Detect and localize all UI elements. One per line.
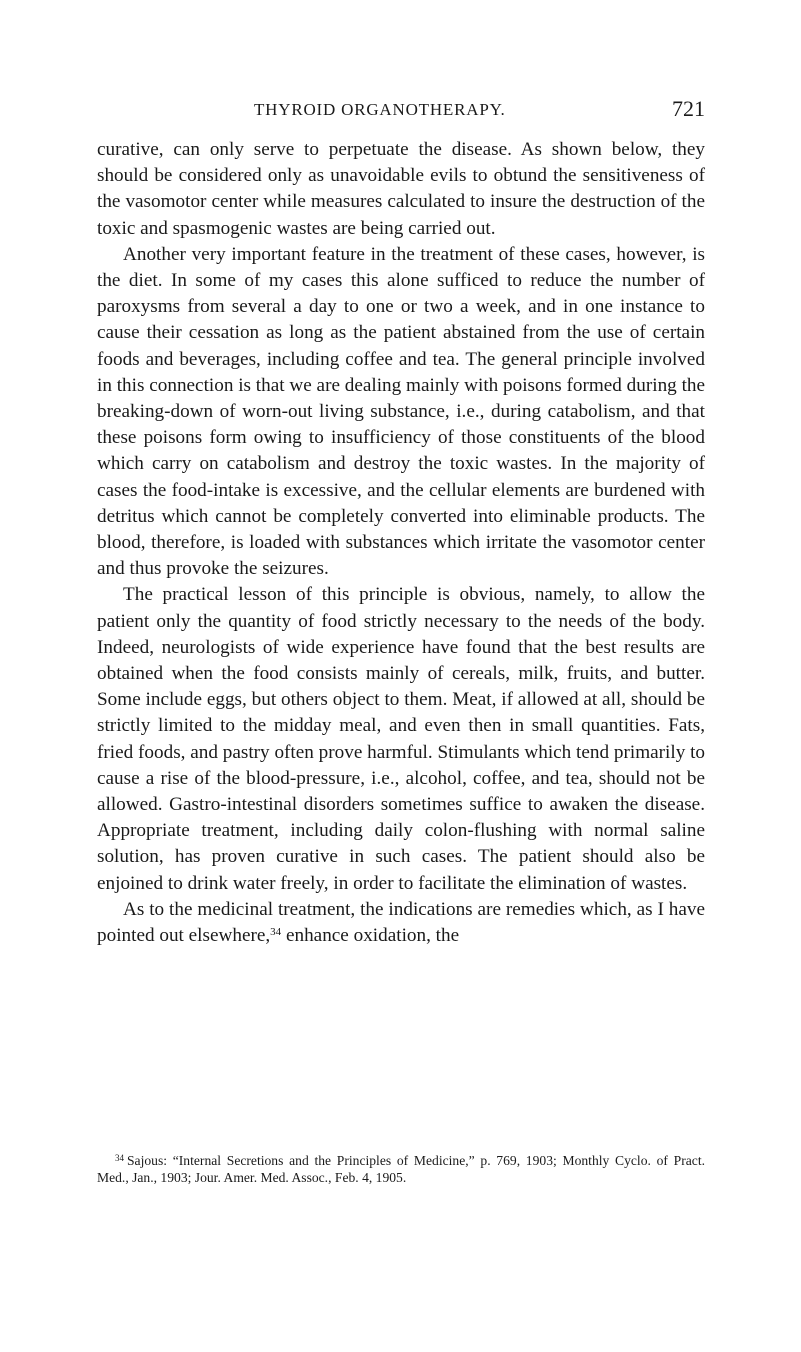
- paragraph-medicinal-treatment: [97, 897, 705, 949]
- footnote-marker: 34: [115, 1153, 124, 1163]
- page-header: [97, 96, 705, 126]
- paragraph-diet: Another very important feature in the treatment of these cases, however, is the diet. In some of my cases this alone sufficed to reduce the number of paroxysms from several a day to one or two a week, and in one instance to cause their cessation as long as the patient abstained from the use of certain foods and beverages, including coffee and tea. The general principle involved in this connection is that we are dealing mainly with poisons formed during the breaking-down of worn-out living substance, i.e., during catabolism, and that these poisons form owing to insufficiency of those constituents of the blood which carry on catabolism and destroy the toxic wastes. In the majority of cases the food-intake is excessive, and the cellular elements are burdened with detritus which cannot be completely converted into eliminable products. The blood, therefore, is loaded with substances which irritate the vasomotor center and thus provoke the seizures.: [97, 243, 706, 580]
- paragraph-practical-lesson: The practical lesson of this principle is obvious, namely, to allow the patient only the quantity of food strictly necessary to the needs of the body. Indeed, neurologists of wide experience have found that the best results are obtained when the food consists mainly of cereals, milk, fruits, and butter. Some include eggs, but others object to them. Meat, if allowed at all, should be strictly limited to the midday meal, and even then in small quantities. Fats, fried foods, and pastry often prove harmful. Stimulants which tend primarily to cause a rise of the blood-pressure, i.e., alcohol, coffee, and tea, should not be allowed. Gastro-intestinal disorders sometimes suffice to awaken the disease. Appropriate treatment, including daily colon-flushing with normal saline solution, has proven curative in such cases. The patient should also be enjoined to drink water freely, in order to facilitate the elimination of wastes.: [97, 584, 706, 894]
- running-title: THYROID ORGANOTHERAPY.: [254, 100, 506, 119]
- footnote-text: Sajous: “Internal Secretions and the Principles of Medicine,” p. 769, 1903; Monthly Cyclo. of Pract. Med., Jan., 1903; Jour. Amer. Med. Assoc., Feb. 4, 1905.: [97, 1153, 705, 1185]
- paragraph-text-after-ref: enhance oxidation, the: [281, 925, 460, 947]
- body-text: [97, 137, 705, 949]
- page-number: 721: [672, 96, 705, 121]
- paragraph-text-before-ref: As to the medicinal treatment, the indications are remedies which, as I have pointed out elsewhere,: [97, 898, 705, 947]
- footnote: [97, 1150, 705, 1186]
- footnotes: [97, 1150, 705, 1186]
- paragraph-continuation: curative, can only serve to perpetuate the disease. As shown below, they should be considered only as unavoidable evils to obtund the sensitiveness of the vasomotor center while measures calculated to insure the destruction of the toxic and spasmogenic wastes are being carried out.: [97, 139, 705, 239]
- footnote-reference: 34: [270, 926, 282, 939]
